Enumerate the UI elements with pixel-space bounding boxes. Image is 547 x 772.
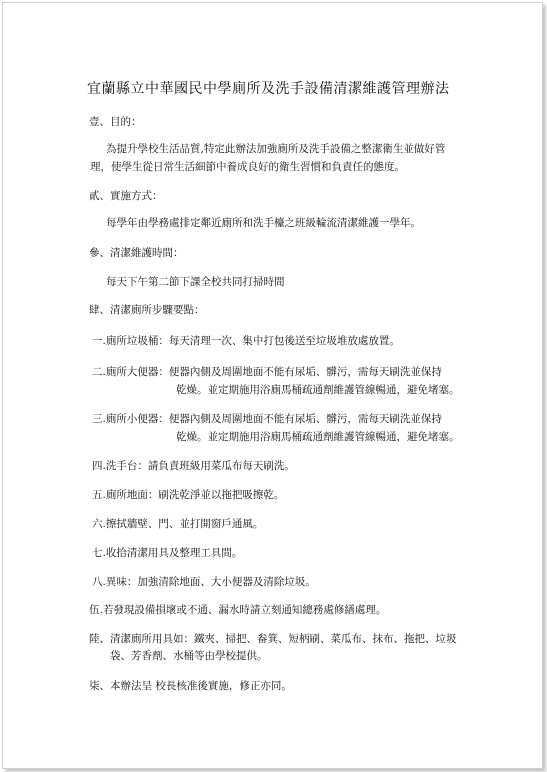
section-3-text: 每天下午第二節下課全校共同打掃時間: [106, 276, 285, 288]
section-2-heading: 貳、實施方式：: [89, 190, 163, 202]
section-4-item: 一.廁所垃圾桶：每天清理一次、集中打包後送至垃圾堆放處放置。: [92, 335, 400, 347]
section-4-item: 乾燥。並定期施用浴廁馬桶疏通劑維護管線暢通，避免堵塞。: [176, 431, 460, 443]
section-7-text: 柒、本辦法呈 校長核准後實施，修正亦同。: [89, 680, 292, 692]
section-2-text: 每學年由學務處排定鄰近廁所和洗手檯之班級輪流清潔維護一學年。: [106, 217, 421, 229]
section-4-item: 三.廁所小便器：便器內側及周圍地面不能有尿垢、髒污，需每天刷洗並保持: [92, 413, 442, 425]
section-4-item: 八.異味：加強清除地面、大小便器及清除垃圾。: [92, 576, 316, 588]
section-6-text: 袋、芳香劑、水桶等由學校提供。: [110, 650, 268, 662]
section-3-heading: 參、清潔維護時間：: [89, 247, 184, 259]
section-4-item: 五.廁所地面：刷洗乾淨並以拖把吸擦乾。: [92, 489, 285, 501]
section-4-item: 四.洗手台：請負責班級用菜瓜布每天刷洗。: [92, 460, 295, 472]
section-1-text: 理，使學生從日常生活細節中養成良好的衛生習慣和負責任的態度。: [90, 161, 405, 173]
section-4-heading: 肆、清潔廁所步驟要點：: [89, 304, 205, 316]
section-4-item: 二.廁所大便器：便器內側及周圍地面不能有尿垢、髒污，需每天刷洗並保持: [92, 366, 442, 378]
section-4-item: 七.收拾清潔用具及整理工具間。: [92, 547, 243, 559]
section-6-text: 陸、清潔廁所用具如：鐵夾、掃把、畚箕、短柄刷、菜瓜布、抹布、拖把、垃圾: [89, 633, 457, 645]
section-4-item: 六.擦拭牆壁、門、並打開窗戶通風。: [92, 518, 264, 530]
section-1-text: 為提升學校生活品質,特定此辦法加強廁所及洗手設備之整潔衛生並做好管: [106, 143, 446, 155]
section-5-text: 伍.若發現設備損壞或不通、漏水時請立刻通知總務處修繕處理。: [89, 604, 387, 616]
document-title: 宜蘭縣立中華國民中學廁所及洗手設備清潔維護管理辦法: [87, 81, 450, 97]
section-4-item: 乾燥。並定期施用浴廁馬桶疏通劑維護管線暢通，避免堵塞。: [176, 384, 460, 396]
section-1-heading: 壹、目的：: [89, 116, 142, 128]
document-page: [2, 2, 543, 769]
